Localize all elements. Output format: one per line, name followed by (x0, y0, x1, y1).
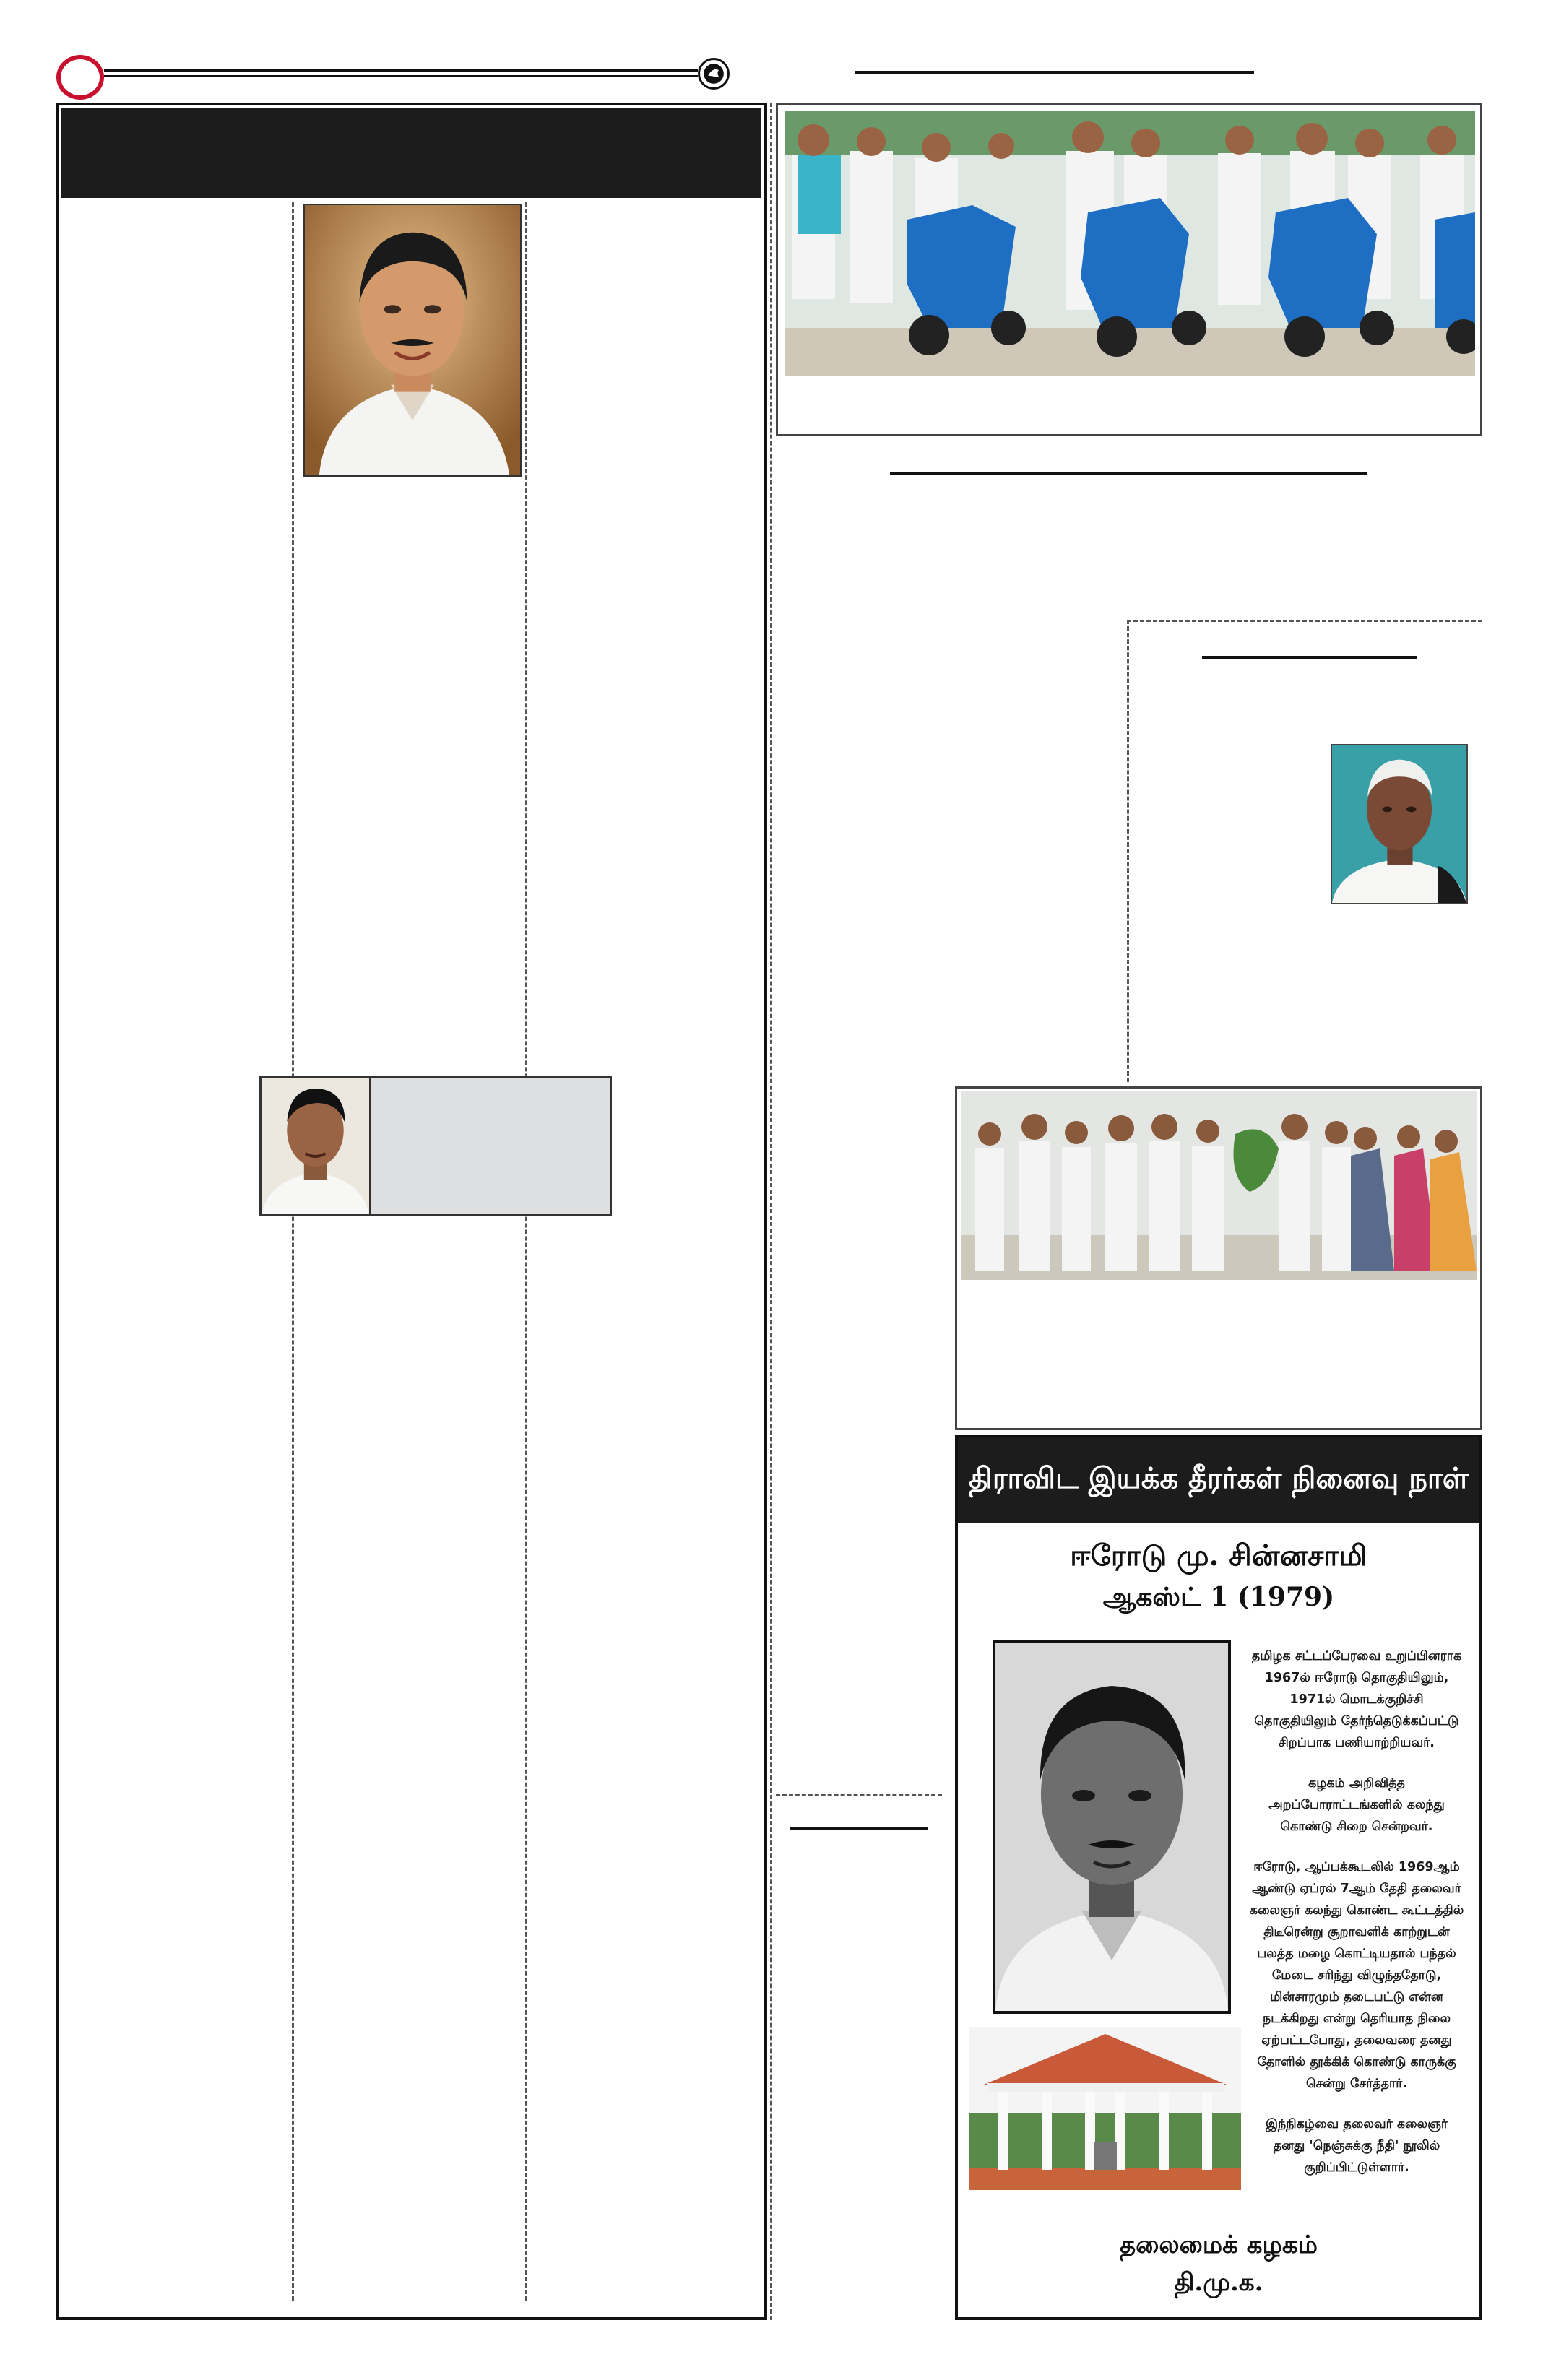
memorial-paragraph-2: கழகம் அறிவித்த அறப்போராட்டங்களில் கலந்து கொண்டு சிறை சென்றவர். (1268, 1776, 1445, 1834)
memorial-banner (958, 1437, 1479, 1523)
brief-divider (776, 1794, 942, 1796)
red-circle-icon (56, 55, 104, 100)
scooter-distribution-photo (785, 111, 1475, 376)
party-emblem-icon (698, 58, 730, 90)
column-divider-2 (525, 202, 527, 2301)
header-rule-bottom (104, 75, 698, 77)
elder-portrait-photo (1331, 744, 1468, 904)
brief-title-rule (790, 1827, 928, 1830)
reporter-photo (262, 1078, 371, 1214)
memorial-banner-title: திராவிட இயக்க தீரர்கள் நினைவு நாள் (969, 1461, 1469, 1495)
header-rule-right (855, 71, 1254, 74)
memorial-person-name: ஈரோடு மு. சின்னசாமி (1070, 1539, 1367, 1572)
memorial-paragraph-1: தமிழக சட்டப்பேரவை உறுப்பினராக 1967ல் ஈரோடு தொகுதியிலும், 1971ல் மொடக்குறிச்சி தொகுதியிலும் தேர்ந்தெடுக்கப்பட்டு சிறப்பாக பணியாற்றியவர். (1251, 1649, 1462, 1750)
memorial-date-line: ஆகஸ்ட் 1 (1979) (1102, 1582, 1335, 1612)
memorial-biography (1248, 1645, 1465, 2197)
left-article-banner (61, 108, 761, 198)
memorial-footer-line2: தி.மு.க. (1174, 2268, 1263, 2297)
obituary-divider-vertical (1127, 620, 1129, 1082)
memorial-footer-line1: தலைமைக் கழகம் (1120, 2230, 1318, 2259)
right-headline-rule (890, 472, 1367, 475)
obituary-divider-horizontal (1127, 620, 1482, 622)
tree-planting-photo (961, 1091, 1477, 1280)
obituary-title-rule (1202, 656, 1417, 659)
page-center-divider (770, 103, 772, 2320)
memorial-pavilion-photo (969, 2027, 1241, 2190)
memorial-paragraph-3: ஈரோடு, ஆப்பக்கூடலில் 1969ஆம் ஆண்டு ஏப்ரல் 7ஆம் தேதி தலைவர் கலைஞர் கலந்து கொண்ட கூட்டத்தில் திடீரென்று சூறாவளிக் காற்றுடன் பலத்த மழை கொட்டியதால் பந்தல் மேடை சரிந்து விழுந்ததோடு, மின்சாரமும் தடைபட்டு என்ன நடக்கிறது என்று தெரியாத நிலை ஏற்பட்டபோது, தலைவரை தனது தோளில் தூக்கிக் கொண்டு காருக்கு சென்று சேர்த்தார். (1249, 1860, 1464, 2091)
chinnasamy-portrait-photo (993, 1640, 1231, 2014)
leader-portrait-photo (303, 204, 522, 477)
header-rule-top (104, 69, 698, 72)
column-divider-1 (292, 202, 294, 2301)
memorial-paragraph-4: இந்நிகழ்வை தலைவர் கலைஞர் தனது 'நெஞ்சுக்கு நீதி' நூலில் குறிப்பிட்டுள்ளார். (1265, 2117, 1448, 2175)
